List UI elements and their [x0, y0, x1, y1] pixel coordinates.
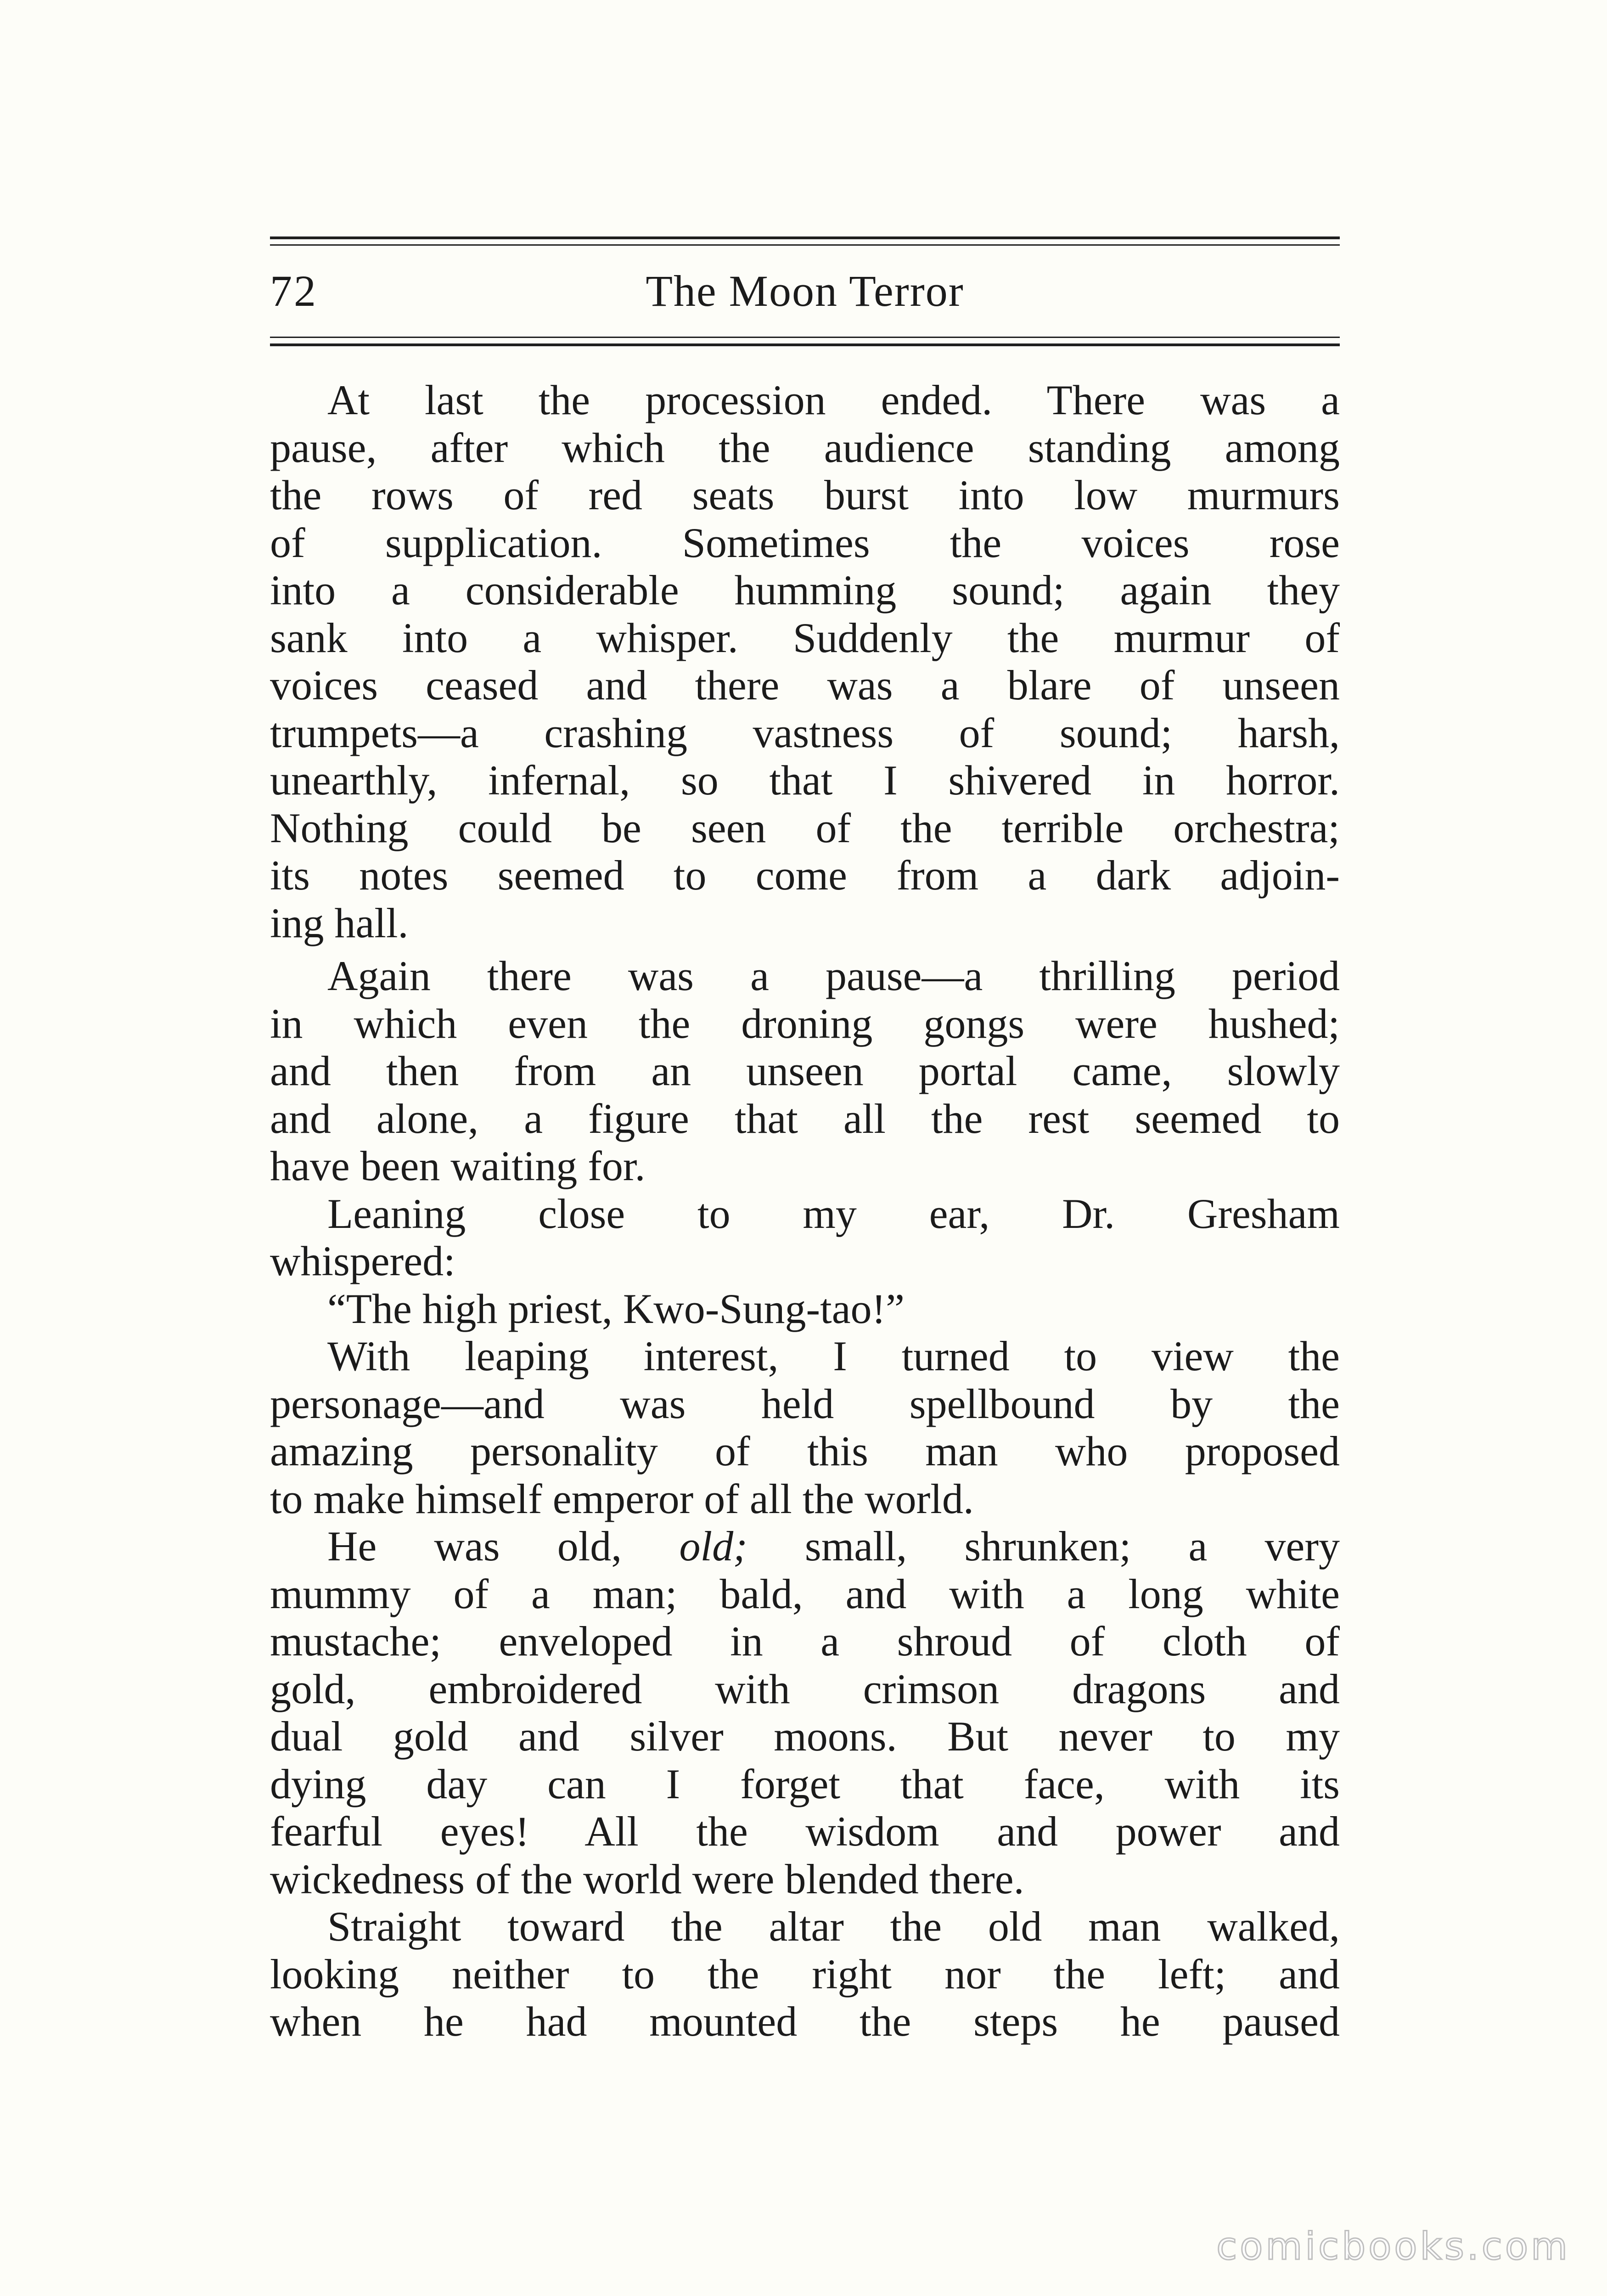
text-line: when he had mounted the steps he paused: [270, 1998, 1340, 2045]
text-line: “The high priest, Kwo-Sung-tao!”: [327, 1285, 905, 1332]
text-line: mustache; enveloped in a shroud of cloth of: [270, 1618, 1340, 1665]
watermark-logo: comicbooks.com: [1216, 2225, 1570, 2268]
text-line: unearthly, infernal, so that I shivered in horror.: [270, 757, 1340, 804]
running-title: The Moon Terror: [646, 266, 964, 315]
text-line: wickedness of the world were blended there.: [270, 1855, 1024, 1902]
text-line: and alone, a figure that all the rest seemed to: [270, 1095, 1340, 1142]
page-number: 72: [270, 266, 318, 315]
text-line: into a considerable humming sound; again they: [270, 567, 1340, 613]
text-line: Again there was a pause—a thrilling period: [327, 952, 1340, 999]
text-line: sank into a whisper. Suddenly the murmur of: [270, 614, 1340, 661]
text-line: He was old, old; small, shrunken; a very: [327, 1523, 1340, 1570]
header-rule-top-inner: [270, 244, 1340, 246]
text-line: personage—and was held spellbound by the: [270, 1380, 1340, 1427]
text-line: trumpets—a crashing vastness of sound; harsh,: [270, 709, 1340, 756]
page-header: [270, 257, 1340, 321]
text-line: the rows of red seats burst into low murmurs: [270, 472, 1340, 518]
text-line: of supplication. Sometimes the voices rose: [270, 519, 1340, 566]
text-line: looking neither to the right nor the left; and: [270, 1950, 1340, 1998]
text-line: in which even the droning gongs were hushed;: [270, 1000, 1340, 1047]
text-line: its notes seemed to come from a dark adjoin-: [270, 852, 1340, 899]
text-line: voices ceased and there was a blare of unseen: [270, 662, 1340, 709]
text-line: whispered:: [270, 1238, 455, 1284]
text-line: Leaning close to my ear, Dr. Gresham: [327, 1190, 1340, 1237]
text-line: mummy of a man; bald, and with a long white: [270, 1570, 1340, 1617]
text-line: amazing personality of this man who proposed: [270, 1428, 1340, 1474]
body-text: [270, 377, 1340, 2046]
text-line: dual gold and silver moons. But never to my: [270, 1713, 1340, 1760]
header-rule-bottom: [270, 343, 1340, 346]
header-rule-top: [270, 236, 1340, 239]
text-line: Straight toward the altar the old man walked,: [327, 1903, 1340, 1950]
text-line: have been waiting for.: [270, 1142, 646, 1189]
text-line: dying day can I forget that face, with its: [270, 1760, 1340, 1807]
text-line: With leaping interest, I turned to view the: [327, 1333, 1340, 1379]
text-line: ing hall.: [270, 899, 409, 946]
text-line: pause, after which the audience standing among: [270, 424, 1340, 471]
text-line: to make himself emperor of all the world.: [270, 1475, 974, 1522]
header-rule-bottom-inner: [270, 337, 1340, 338]
text-line: gold, embroidered with crimson dragons and: [270, 1665, 1340, 1712]
text-line: At last the procession ended. There was a: [327, 377, 1340, 423]
book-page: [270, 0, 1340, 2296]
text-line: fearful eyes! All the wisdom and power and: [270, 1808, 1340, 1855]
text-line: Nothing could be seen of the terrible orchestra;: [270, 804, 1340, 851]
text-line: and then from an unseen portal came, slowly: [270, 1047, 1340, 1094]
